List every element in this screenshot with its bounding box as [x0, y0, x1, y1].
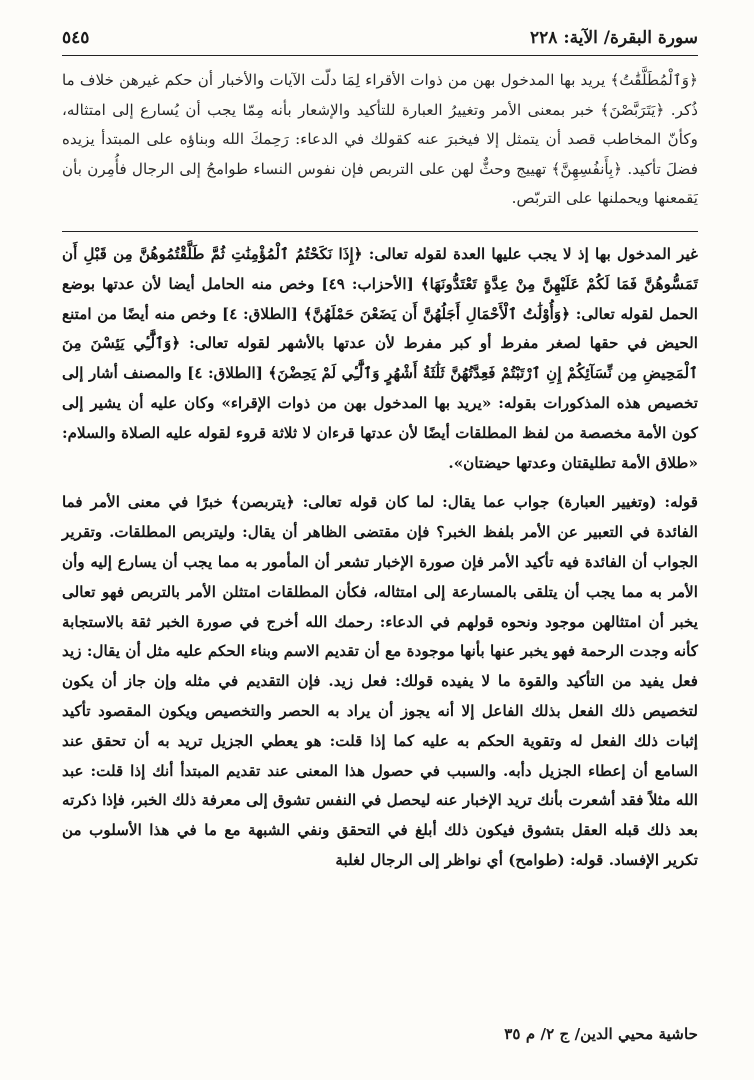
section-divider [62, 231, 698, 232]
page-footer: حاشية محيي الدين/ ج ٢/ م ٣٥ [504, 1025, 698, 1043]
hashiya-paragraph-1: غير المدخول بها إذ لا يجب عليها العدة لقوله تعالى: ﴿إِذَا نَكَحْتُمُ ٱلْمُؤْمِنَٰتِ ثُمَّ طَلَّقْتُمُوهُنَّ مِن قَبْلِ أَن تَمَسُّوهُنَّ فَمَا لَكُمْ عَلَيْهِنَّ مِنْ عِدَّةٍ تَعْتَدُّونَهَا﴾ [الأحزاب: ٤٩] وخص منه الحامل أيضا لأن عدتها بوضع الحمل لقوله تعالى: ﴿وَأُوْلَٰتُ ٱلْأَحْمَالِ أَجَلُهُنَّ أَن يَضَعْنَ حَمْلَهُنَّ﴾ [الطلاق: ٤] وخص منه أيضًا من امتنع الحيض في حقها لصغر مفرط أو كبر مفرط لأن عدتها بالأشهر لقوله تعالى: ﴿وَٱلَّٰٓـِٔي يَئِسْنَ مِنَ ٱلْمَحِيضِ مِن نِّسَآئِكُمْ إِنِ ٱرْتَبْتُمْ فَعِدَّتُهُنَّ ثَلَٰثَةُ أَشْهُرٍ وَٱلَّٰٓـِٔي لَمْ يَحِضْنَ﴾ [الطلاق: ٤] والمصنف أشار إلى تخصيص هذه المذكورات بقوله: «يريد بها المدخول بهن من ذوات الإقراء» وكان عليه أن يشير إلى كون الأمة مخصصة من لفظ المطلقات أيضًا لأن عدتها قرءان لا ثلاثة قروء لقوله عليه الصلاة والسلام: «طلاق الأمة تطليقتان وعدتها حيضتان». [62, 244, 698, 472]
hashiya-paragraph-2 [62, 488, 698, 875]
page-header [62, 28, 698, 56]
qawluhu-label-2: قوله: [569, 850, 604, 869]
hashiya-paragraph-2-tail: (طوامح) أي نواظر إلى الرجال لغلبة [335, 850, 570, 869]
surah-title: سورة البقرة/ الآية: ٢٢٨ [530, 28, 698, 48]
hashiya-paragraph-2-body: (وتغيير العبارة) جواب عما يقال: لما كان قوله تعالى: ﴿يتربصن﴾ خبرًا في معنى الأمر فما الفائدة في التعبير عن الأمر بلفظ الخبر؟ فإن مقتضى الظاهر أن يقال: وليتربص المطلقات. وتقرير الجواب أن الفائدة فيه تأكيد الأمر فإن صورة الإخبار تشعر أن المأمور به مما يجب أن يسارع إليه وأن الأمر به مما يجب أن يتلقى بالمسارعة إلى امتثاله، فكأن المطلقات امتثلن الأمر بالتربص فهو تعالى يخبر أن امتثالهن موجود ونحوه قولهم في الدعاء: رحمك الله أخرج في صورة الخبر ثقة بالاستجابة كأنه وجدت الرحمة فهو يخبر عنها بأنها موجودة مع أن تقديم الاسم وبناء الحكم عليه مثل أن يقال: زيد فعل يفيد من التأكيد والقوة ما لا يفيده قولك: فعل زيد. فإن التقديم في مثله وإن جاز أن يكون لتخصيص ذلك الفعل بذلك الفاعل إلا أنه يجوز أن يراد به الحصر والتخصيص ويكون المقصود تأكيد إثبات ذلك الفعل له وتقوية الحكم به عليه كما إذا قلت: هو يعطي الجزيل تريد به أن تحقق عند السامع أن إعطاء الجزيل دأبه. والسبب في حصول هذا المعنى عند تقديم المبتدأ أنك إذا قلت: عبد الله مثلاً فقد أشعرت بأنك تريد الإخبار عنه ليحصل في النفس تشوق إلى معرفة ذلك الخبر، فإذا ذكرته بعد ذلك قبله العقل بتشوق فيكون ذلك أبلغ في التحقق ونفي الشبهة مع ما في هذا الأسلوب من تكرير الإفساد. [62, 493, 698, 869]
page-number: ٥٤٥ [62, 28, 90, 48]
tafsir-text [62, 66, 698, 214]
hashiya-commentary [62, 240, 698, 876]
tafsir-paragraph: ﴿وَٱلْمُطَلَّقَٰتُ﴾ يريد بها المدخول بهن من ذوات الأقراء لِمَا دلّت الآيات والأخبار أن حكم غيرهن خلاف ما ذُكر. ﴿يَتَرَبَّصْنَ﴾ خبر بمعنى الأمر وتغييرُ العبارة للتأكيد والإشعار بأنه مِمّا يجب أن يُسارع إلى امتثاله، وكأنّ المخاطب قصد أن يتمثل إلا فيخبرَ عنه كقولك في الدعاء: رَحِمكَ الله وبناؤه على المبتدأ يزيده فضلَ تأكيد. ﴿بِأَنفُسِهِنَّ﴾ تهييج وحثٌّ لهن على التربص فإن نفوس النساء طوامحُ إلى الرجال فأُمِرن بأن يَقمعنها ويحملنها على التربّص. [62, 71, 698, 208]
qawluhu-label: قوله: [664, 493, 698, 512]
